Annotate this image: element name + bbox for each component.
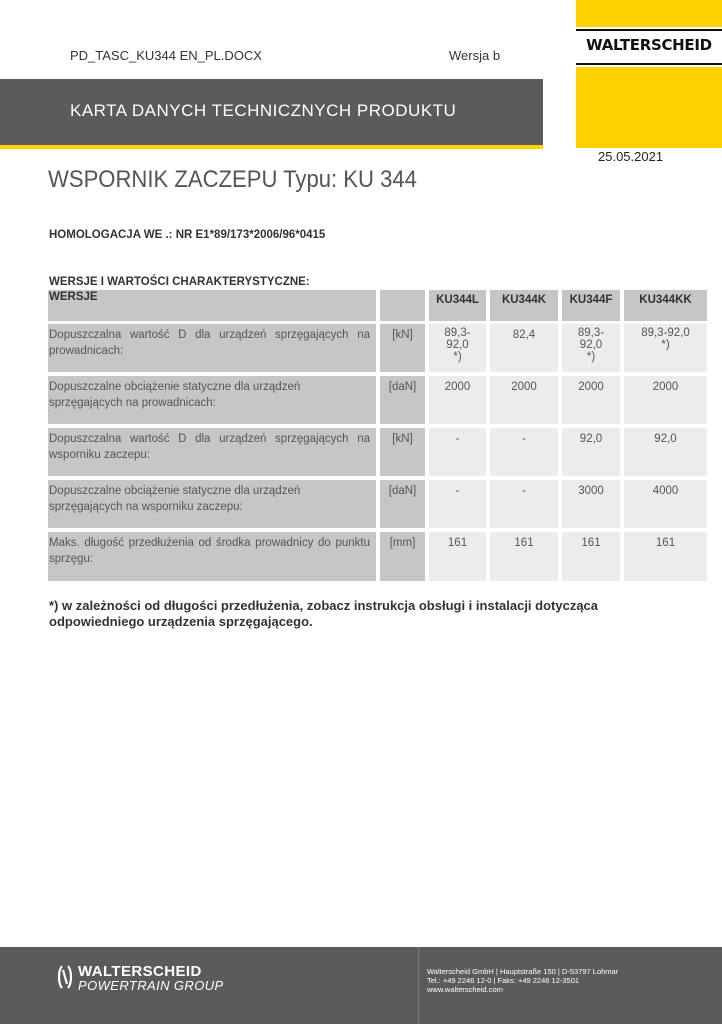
row-2-ku344kk: 2000 (624, 376, 707, 424)
row-2-ku344l: 2000 (429, 376, 486, 424)
row-4-ku344k: - (490, 480, 558, 528)
table-header-ku344k: KU344K (490, 290, 558, 321)
row-2-description: Dopuszczalne obciążenie statyczne dla urządzeń sprzęgających na prowadnicach: (48, 376, 376, 424)
product-title: WSPORNIK ZACZEPU Typu: KU 344 (48, 166, 417, 193)
row-2-unit: [daN] (380, 376, 425, 424)
footer-address: Walterscheid GmbH | Hauptstraße 150 | D-53797 Lohmar (427, 967, 619, 976)
footer-divider (418, 947, 419, 1024)
row-1-ku344f: 89,3- 92,0 *) (562, 324, 620, 372)
logo-text: WALTERSCHEID (586, 36, 712, 54)
versions-heading: WERSJE I WARTOŚCI CHARAKTERYSTYCZNE: (49, 276, 310, 288)
banner-title: KARTA DANYCH TECHNICZNYCH PRODUKTU (70, 101, 457, 120)
row-5-ku344f: 161 (562, 532, 620, 581)
row-1-ku344kk: 89,3-92,0 *) (624, 324, 707, 372)
footnote: *) w zależności od długości przedłużenia, zobacz instrukcja obsługi i instalacji dotycząca odpowiedniego urządzenia sprzęgającego. (49, 598, 599, 629)
row-4-description: Dopuszczalne obciążenie statyczne dla urządzeń sprzęgających na wsporniku zaczepu: (48, 480, 376, 528)
table-header-unit (380, 290, 425, 321)
walterscheid-logo (576, 27, 722, 67)
document-date: 25.05.2021 (598, 149, 664, 164)
table-header-ku344kk: KU344KK (624, 290, 707, 321)
row-5-ku344kk: 161 (624, 532, 707, 581)
homologation-number: HOMOLOGACJA WE .: NR E1*89/173*2006/96*0415 (49, 229, 326, 241)
row-5-ku344k: 161 (490, 532, 558, 581)
document-id: PD_TASC_KU344 EN_PL.DOCX (70, 48, 262, 63)
footer-website[interactable]: www.walterscheid.com (427, 985, 503, 994)
row-3-ku344kk: 92,0 (624, 428, 707, 476)
walterscheid-emblem-icon (58, 965, 72, 989)
row-1-unit: [kN] (380, 324, 425, 372)
row-2-ku344f: 2000 (562, 376, 620, 424)
row-3-ku344f: 92,0 (562, 428, 620, 476)
table-header-ku344l: KU344L (429, 290, 486, 321)
row-5-description: Maks. długość przedłużenia od środka prowadnicy do punktu sprzęgu: (48, 532, 376, 581)
row-4-unit: [daN] (380, 480, 425, 528)
row-4-ku344l: - (429, 480, 486, 528)
document-version: Wersja b (449, 48, 501, 63)
table-header-ku344f: KU344F (562, 290, 620, 321)
footer-brand: WALTERSCHEID (78, 963, 202, 980)
row-3-ku344k: - (490, 428, 558, 476)
row-3-unit: [kN] (380, 428, 425, 476)
brand-color-block (576, 0, 722, 148)
footer-phone: Tel.: +49 2246 12-0 | Faks: +49 2246 12-3501 (427, 976, 580, 985)
footer-subbrand: POWERTRAIN GROUP (78, 978, 224, 993)
row-4-ku344kk: 4000 (624, 480, 707, 528)
banner-accent-line (0, 145, 543, 149)
row-1-description: Dopuszczalna wartość D dla urządzeń sprzęgających na prowadnicach: (48, 324, 376, 372)
row-5-unit: [mm] (380, 532, 425, 581)
table-header-versions: WERSJE (48, 290, 376, 321)
row-3-description: Dopuszczalna wartość D dla urządzeń sprzęgających na wsporniku zaczepu: (48, 428, 376, 476)
row-4-ku344f: 3000 (562, 480, 620, 528)
row-5-ku344l: 161 (429, 532, 486, 581)
row-2-ku344k: 2000 (490, 376, 558, 424)
row-1-ku344l: 89,3- 92,0 *) (429, 324, 486, 372)
row-3-ku344l: - (429, 428, 486, 476)
row-1-ku344k: 82,4 (490, 324, 558, 372)
